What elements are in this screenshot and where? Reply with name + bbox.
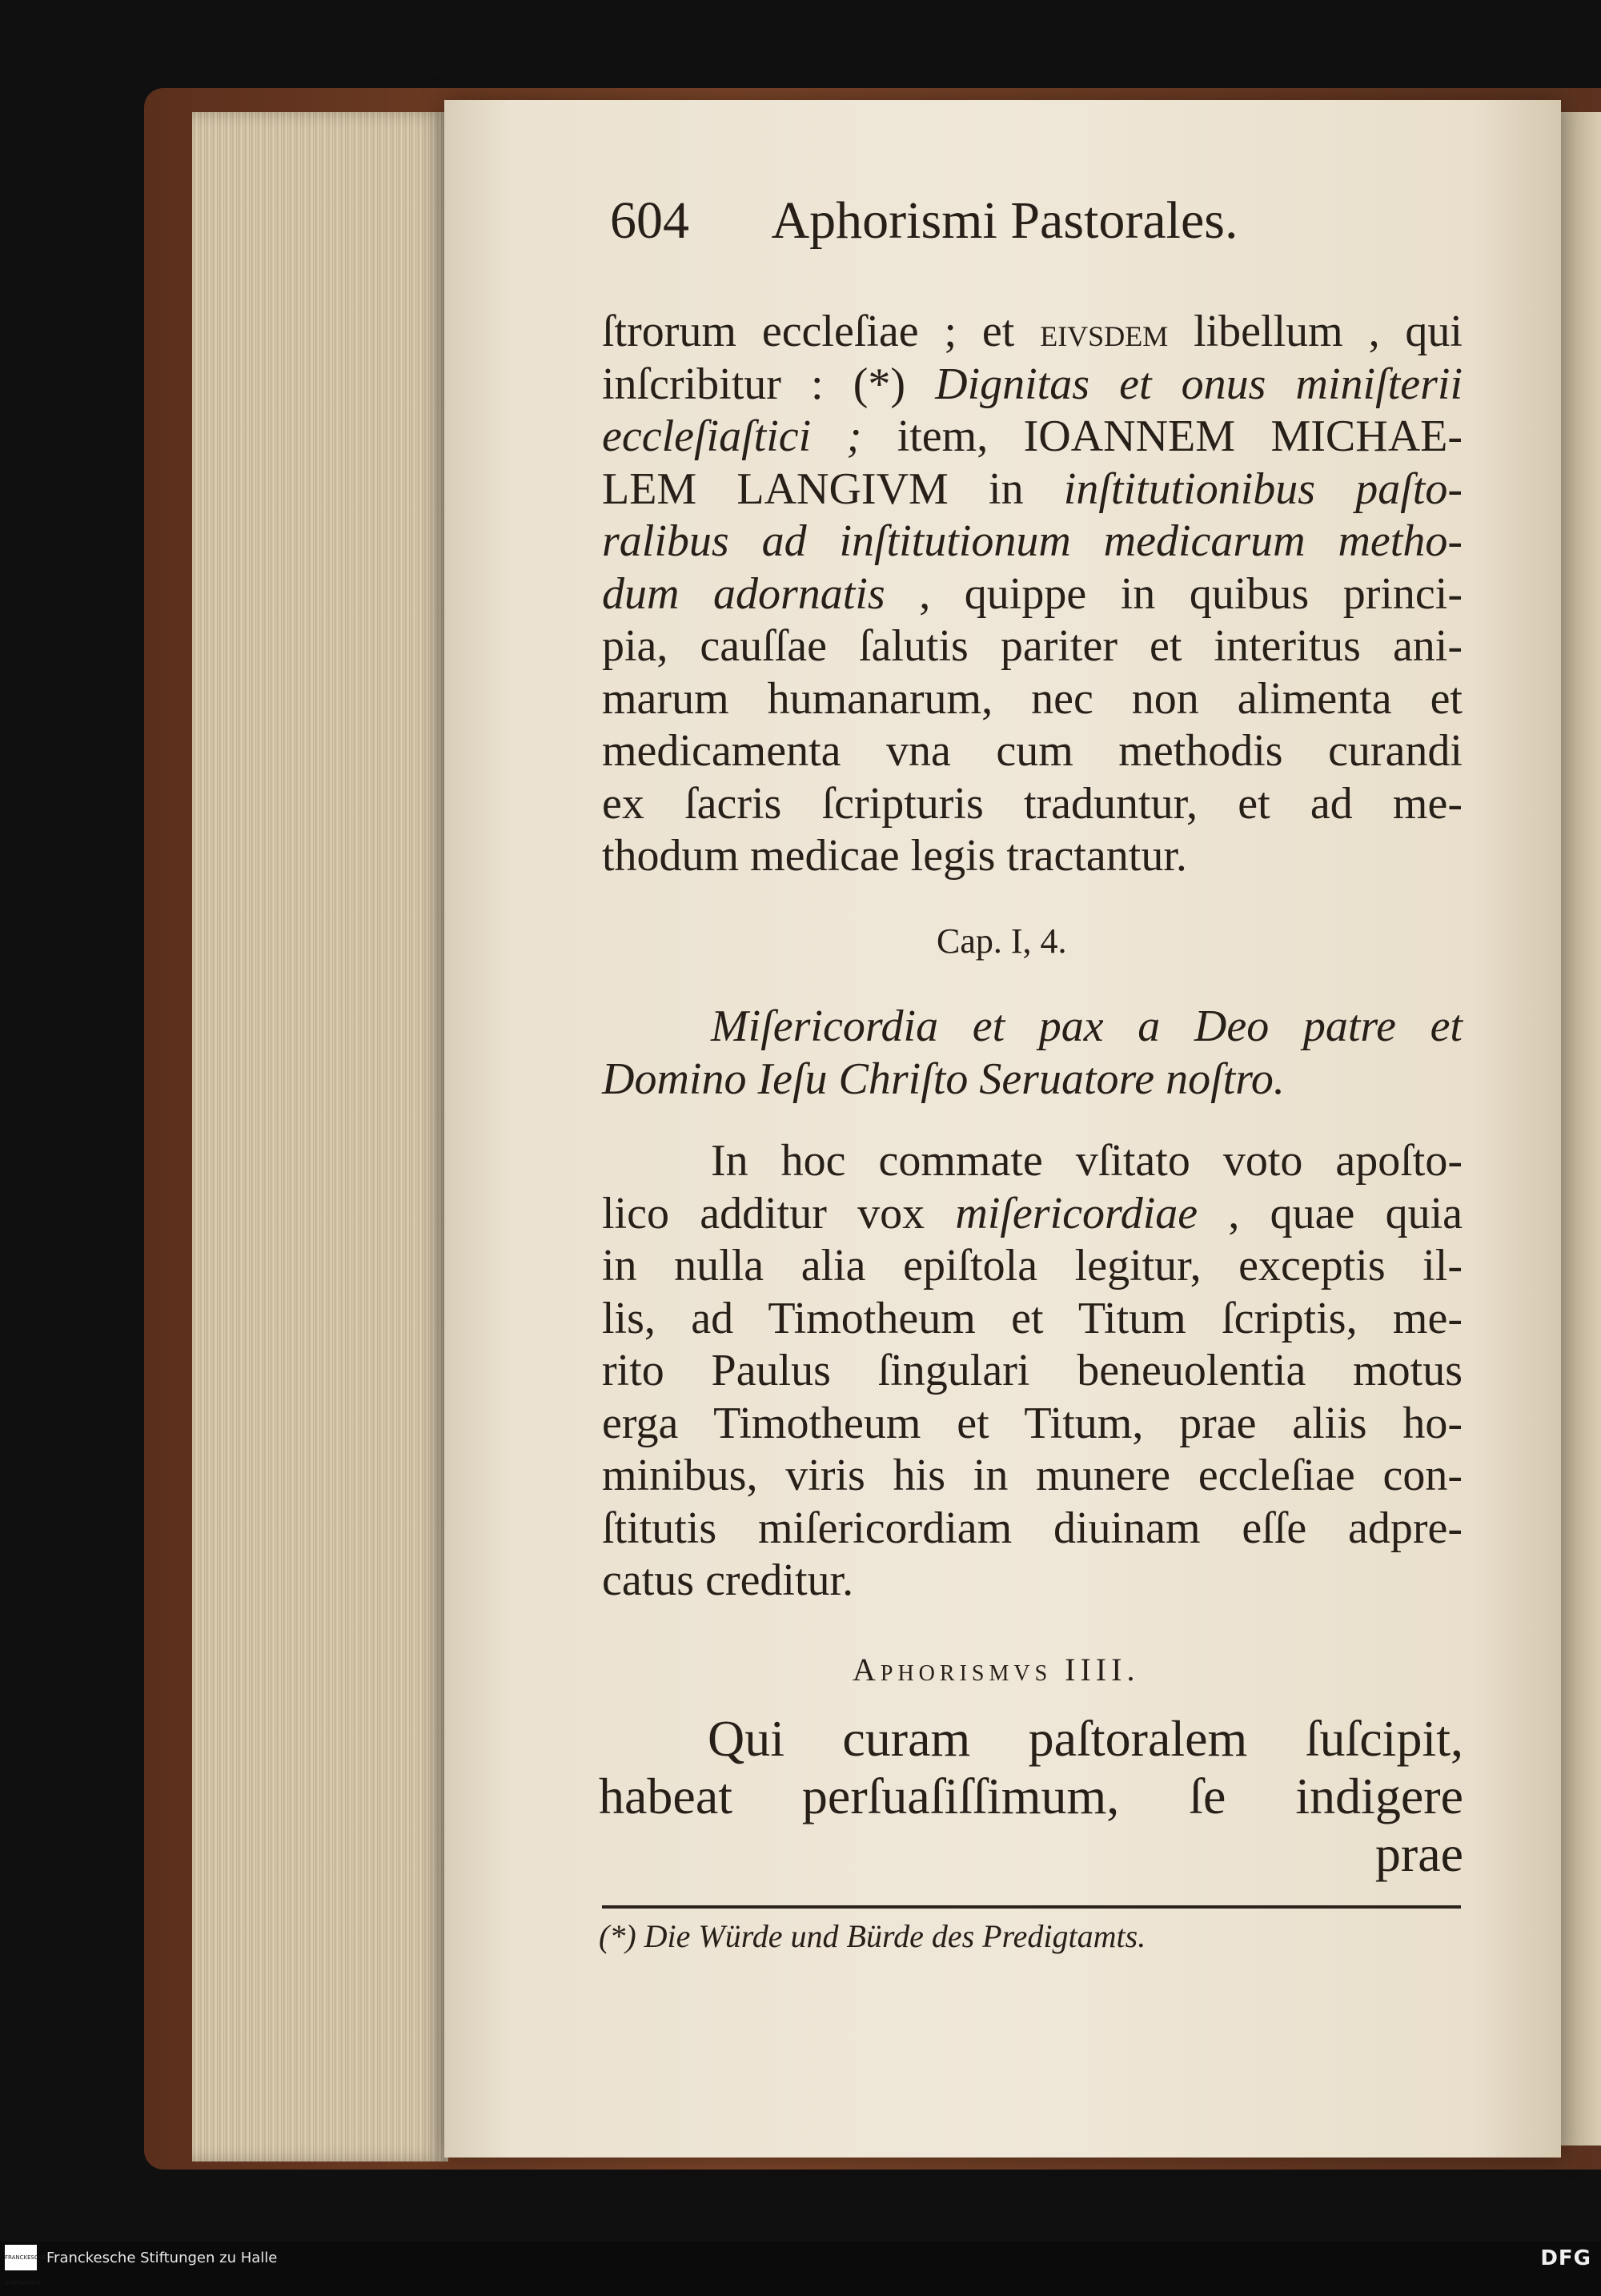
running-head: Aphorismi Pastorales. bbox=[771, 191, 1238, 250]
text-line: inſcribitur : (*) Dignitas et onus miniſterii bbox=[602, 359, 1463, 409]
text-line: Qui curam paſtoralem ſuſcipit, bbox=[708, 1710, 1463, 1767]
facing-page-edge bbox=[1561, 112, 1601, 2145]
bible-verse bbox=[602, 1001, 1463, 1106]
page-header bbox=[610, 191, 1491, 263]
text-line: ſtrorum eccleſiae ; et eivsdem libellum , qui bbox=[602, 307, 1463, 356]
text-line: Domino Ieſu Chriſto Seruatore noſtro. bbox=[602, 1054, 1285, 1104]
institution-name: Franckesche Stiftungen zu Halle bbox=[46, 2250, 278, 2266]
paragraph-1 bbox=[602, 306, 1463, 883]
text-line: ralibus ad inſtitutionum medicarum metho- bbox=[602, 516, 1463, 566]
text-line: ex ſacris ſcripturis traduntur, et ad me- bbox=[602, 778, 1463, 829]
footnote: (*) Die Würde und Bürde des Predigtamts. bbox=[599, 1918, 1146, 1954]
text-line: eccleſiaſtici ; item, IOANNEM MICHAE- bbox=[602, 411, 1463, 461]
text-line: rito Paulus ſingulari beneuolentia motus bbox=[602, 1346, 1463, 1395]
text-line: habeat perſuaſiſſimum, ſe indigere bbox=[599, 1768, 1463, 1824]
chapter-reference: Cap. I, 4. bbox=[937, 921, 1067, 961]
aphorism-heading: Aphorismvs IIII. bbox=[853, 1652, 1140, 1688]
paragraph-2 bbox=[602, 1135, 1463, 1608]
text-line: medicamenta vna cum methodis curandi bbox=[602, 726, 1463, 776]
text-line: erga Timotheum et Titum, prae aliis ho- bbox=[602, 1398, 1463, 1448]
institution-logo: FRANCKESCHE STIFTUNGEN bbox=[5, 2245, 37, 2270]
viewer-footer bbox=[0, 2242, 1601, 2286]
text-line: LEM LANGIVM in inſtitutionibus paſto- bbox=[602, 464, 1463, 514]
text-line: dum adornatis , quippe in quibus princi- bbox=[602, 568, 1463, 619]
text-line: ſtitutis miſericordiam diuinam eſſe adpre- bbox=[602, 1503, 1463, 1553]
text-line: in nulla alia epiſtola legitur, exceptis il- bbox=[602, 1241, 1463, 1290]
text-line: minibus, viris his in munere eccleſiae con- bbox=[602, 1451, 1463, 1500]
catchword: prae bbox=[1374, 1825, 1463, 1882]
text-line: Miſericordia et pax a Deo patre et bbox=[711, 1001, 1463, 1051]
text-line: In hoc commate vſitato voto apoſto- bbox=[711, 1136, 1463, 1186]
text-line: catus creditur. bbox=[602, 1555, 854, 1605]
text-line: marum humanarum, nec non alimenta et bbox=[602, 673, 1463, 724]
dfg-logo: DFG bbox=[1540, 2246, 1591, 2270]
text-line: lis, ad Timotheum et Titum ſcriptis, me- bbox=[602, 1293, 1463, 1343]
text-line: thodum medicae legis tractantur. bbox=[602, 831, 1187, 881]
paragraph-3 bbox=[599, 1710, 1463, 1883]
text-line: pia, cauſſae ſalutis pariter et interitus ani- bbox=[602, 621, 1463, 671]
text-line: lico additur vox miſericordiae , quae quia bbox=[602, 1188, 1463, 1238]
page-edges bbox=[192, 112, 448, 2162]
footnote-rule bbox=[602, 1905, 1461, 1909]
page-number: 604 bbox=[610, 191, 689, 250]
